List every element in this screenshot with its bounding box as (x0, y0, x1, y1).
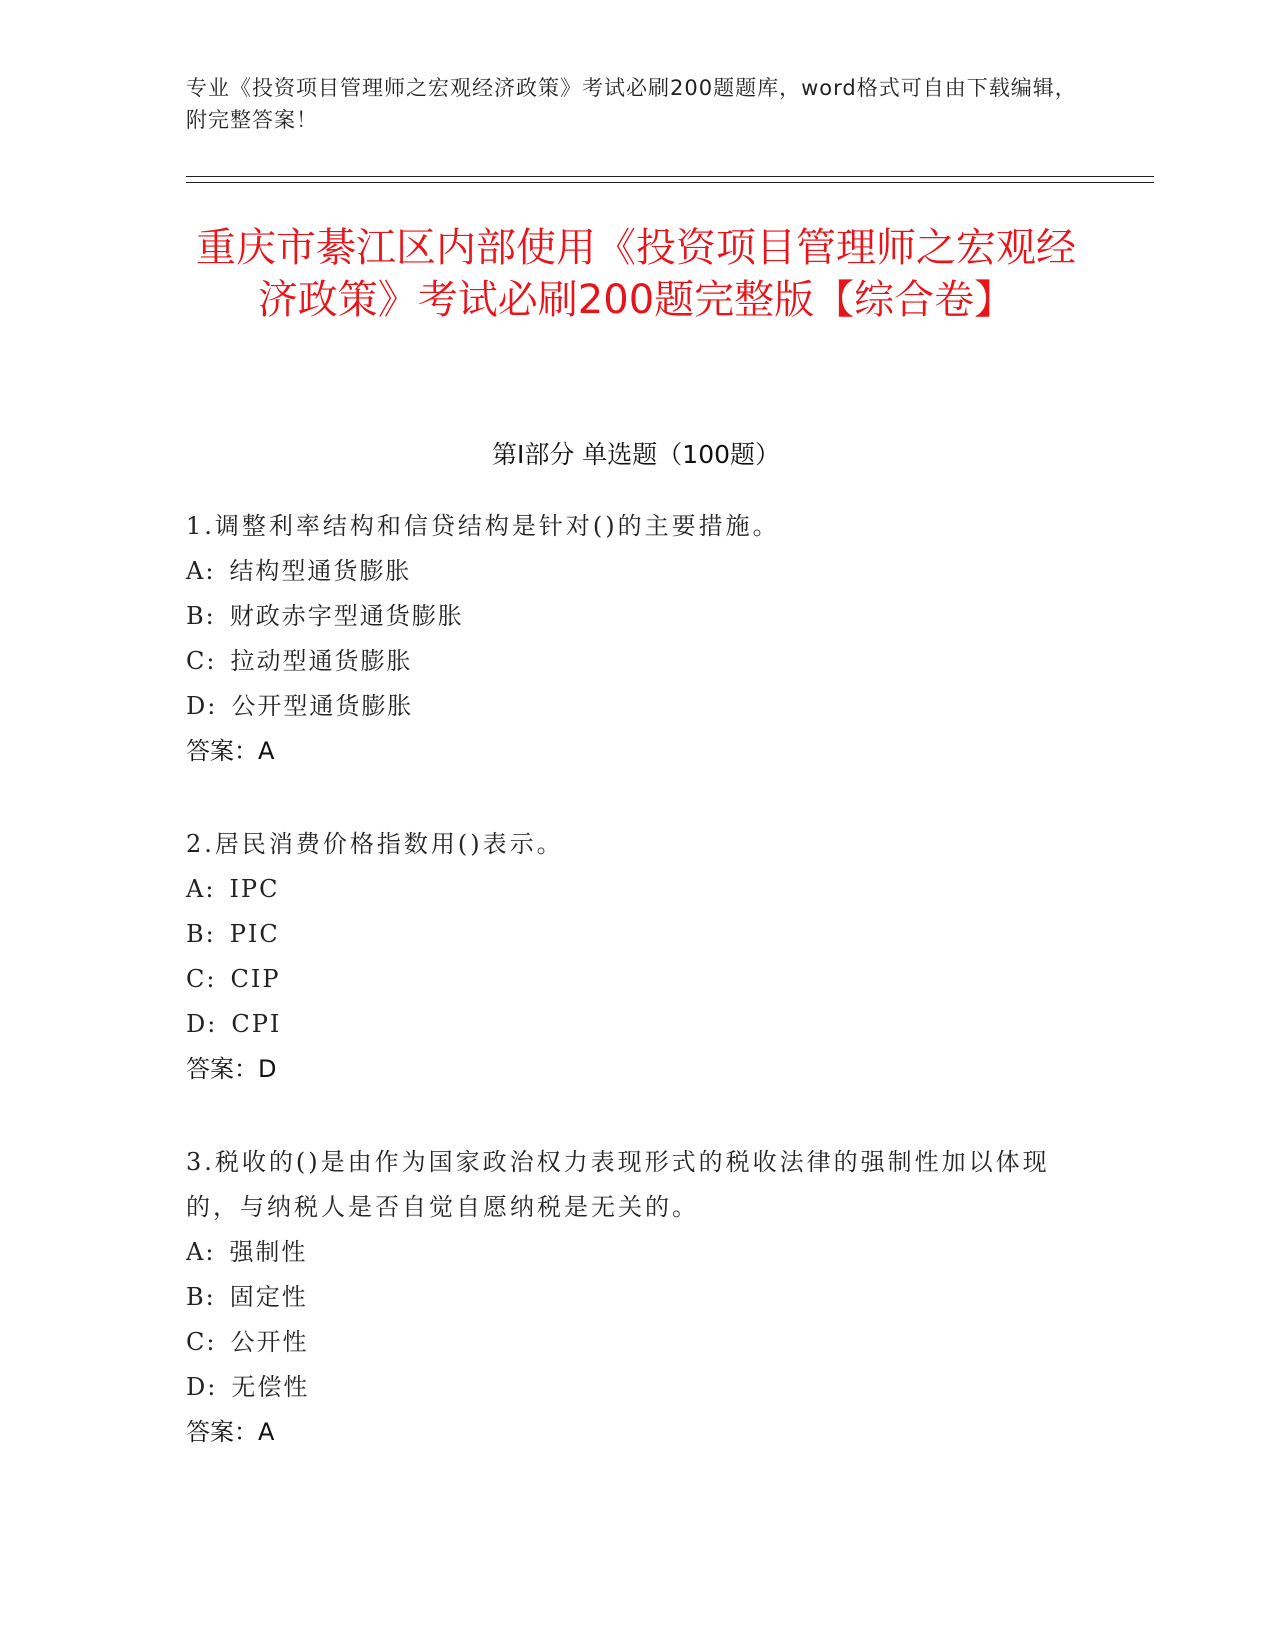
option-letter: B (186, 602, 206, 630)
option-separator: : (205, 602, 216, 630)
option-d (186, 1002, 1086, 1047)
option-letter: C (186, 647, 207, 675)
option-letter: C (186, 1328, 207, 1356)
header-divider-top (186, 176, 1154, 177)
option-separator: : (205, 920, 216, 948)
option-c (186, 639, 1086, 684)
option-c (186, 957, 1086, 1002)
option-d (186, 1365, 1086, 1410)
option-separator: : (206, 1328, 217, 1356)
answer-value: A (258, 737, 275, 765)
answer-line (186, 729, 1086, 774)
answer-label: 答案： (186, 1055, 258, 1083)
option-letter: B (186, 920, 206, 948)
option-text: IPC (229, 875, 280, 903)
header-divider-bottom (186, 182, 1154, 183)
document-title: 重庆市綦江区内部使用《投资项目管理师之宏观经济政策》考试必刷200题完整版【综合卷】 (196, 225, 1076, 323)
question-stem: 2.居民消费价格指数用()表示。 (186, 830, 564, 858)
option-text: PIC (229, 920, 280, 948)
option-letter: B (186, 1283, 206, 1311)
option-c (186, 1320, 1086, 1365)
question-stem: 1.调整利率结构和信贷结构是针对()的主要措施。 (186, 512, 780, 540)
answer-label: 答案： (186, 737, 258, 765)
answer-label: 答案： (186, 1418, 258, 1446)
option-text: 财政赤字型通货膨胀 (229, 602, 464, 630)
option-separator: : (205, 1283, 216, 1311)
question-2 (186, 822, 1086, 1092)
question-stem: 3.税收的()是由作为国家政治权力表现形式的税收法律的强制性加以体现的，与纳税人是否自觉自愿纳税是无关的。 (186, 1148, 1050, 1221)
option-b (186, 1275, 1086, 1320)
option-a (186, 1230, 1086, 1275)
option-a (186, 549, 1086, 594)
header-note: 专业《投资项目管理师之宏观经济政策》考试必刷200题题库，word格式可自由下载编辑，附完整答案！ (186, 76, 1077, 132)
option-a (186, 867, 1086, 912)
option-letter: C (186, 965, 207, 993)
option-separator: : (205, 875, 216, 903)
answer-line (186, 1410, 1086, 1455)
option-b (186, 594, 1086, 639)
question-3 (186, 1140, 1086, 1455)
option-separator: : (205, 1238, 216, 1266)
option-text: CPI (231, 1010, 282, 1038)
answer-value: D (258, 1055, 277, 1083)
option-text: 公开性 (230, 1328, 309, 1356)
option-letter: A (186, 875, 206, 903)
option-letter: D (186, 692, 208, 720)
section-title: 第I部分 单选题（100题） (491, 440, 781, 469)
option-text: 无偿性 (231, 1373, 310, 1401)
option-letter: A (186, 1238, 206, 1266)
option-separator: : (207, 692, 218, 720)
option-text: 固定性 (229, 1283, 308, 1311)
option-separator: : (207, 1373, 218, 1401)
option-separator: : (205, 557, 216, 585)
answer-line (186, 1047, 1086, 1092)
option-separator: : (207, 1010, 218, 1038)
option-text: 公开型通货膨胀 (231, 692, 414, 720)
option-d (186, 684, 1086, 729)
option-b (186, 912, 1086, 957)
option-text: 强制性 (229, 1238, 308, 1266)
question-1 (186, 504, 1086, 774)
option-letter: D (186, 1373, 208, 1401)
option-letter: A (186, 557, 206, 585)
option-separator: : (206, 965, 217, 993)
option-text: CIP (230, 965, 281, 993)
option-text: 结构型通货膨胀 (229, 557, 412, 585)
option-text: 拉动型通货膨胀 (230, 647, 413, 675)
option-letter: D (186, 1010, 208, 1038)
option-separator: : (206, 647, 217, 675)
answer-value: A (258, 1418, 275, 1446)
